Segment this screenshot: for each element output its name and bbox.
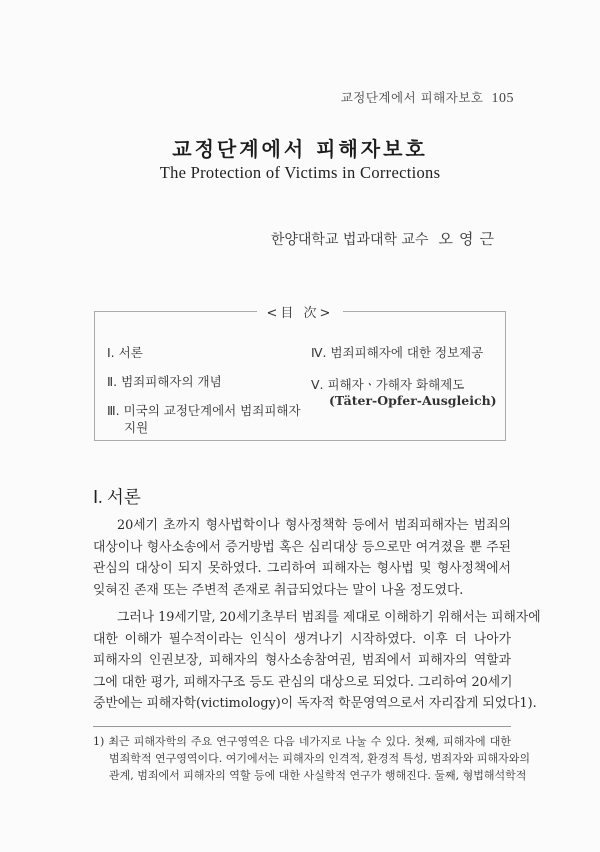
- paper-title: 교정단계에서 피해자보호: [172, 137, 428, 161]
- toc-item-4[interactable]: Ⅳ. 범죄피해자에 대한 정보제공: [311, 345, 484, 360]
- footnote-divider: [93, 726, 511, 727]
- running-header-title: 교정단계에서 피해자보호: [340, 90, 484, 105]
- paragraph-line: 관심의 대상이 되지 못하였다. 그리하여 피해자는 형사법 및 형사정책에서: [93, 561, 511, 577]
- toc-item-3-cont[interactable]: 지원: [124, 420, 149, 435]
- footnote-line: 범죄학적 연구영역이다. 여기에서는 피해자의 인격적, 환경적 특성, 범죄자와 피해자와의: [109, 752, 530, 765]
- footnote-line: 관계, 범죄에서 피해자의 역할 등에 대한 사실학적 연구가 행해진다. 둘째, 형법해석학적: [109, 769, 527, 782]
- table-of-contents: [94, 306, 506, 441]
- paragraph-2: [93, 607, 541, 715]
- section-heading: Ⅰ. 서론: [93, 487, 141, 507]
- paragraph-line: 그에 대한 평가, 피해자구조 등도 관심의 대상으로 되었다. 그리하여 20세기: [93, 674, 513, 690]
- author-line: [271, 228, 500, 249]
- page-number: 105: [491, 91, 514, 106]
- paragraph-line: 20세기 초까지 형사법학이나 형사정책학 등에서 범죄피해자는 범죄의: [117, 518, 511, 533]
- paragraph-line: 중반에는 피해자학(victimology)이 독자적 학문영역으로서 자리잡게 되었다1).: [93, 696, 537, 712]
- author-affiliation: 한양대학교 법과대학 교수: [270, 232, 429, 248]
- footnote-1: [93, 733, 530, 784]
- toc-item-1[interactable]: Ⅰ. 서론: [107, 345, 143, 360]
- paragraph-line: 대한 이해가 필수적이라는 인식이 생겨나기 시작하였다. 이후 더 나아가: [93, 631, 511, 647]
- paragraph-line: 피해자의 인권보장, 피해자의 형사소송참여권, 범죄에서 피해자의 역할과: [93, 653, 511, 669]
- toc-item-5-cont[interactable]: (Täter-Opfer-Ausgleich): [329, 393, 497, 408]
- toc-item-5[interactable]: Ⅴ. 피해자ㆍ가해자 화해제도: [311, 377, 465, 392]
- toc-heading: <目 次>: [257, 306, 344, 321]
- paragraph-line: 대상이나 형사소송에서 증거방법 혹은 심리대상 등으로만 여겨졌을 뿐 주된: [93, 539, 511, 555]
- paragraph-line: 그러나 19세기말, 20세기초부터 범죄를 제대로 이해하기 위해서는 피해자에: [117, 610, 541, 625]
- author-name: 오영근: [438, 230, 500, 248]
- toc-item-3[interactable]: Ⅲ. 미국의 교정단계에서 범죄피해자: [107, 403, 301, 418]
- paragraph-line: 잊혀진 존재 또는 주변적 존재로 취급되었다는 말이 나올 정도였다.: [93, 582, 464, 598]
- toc-item-2[interactable]: Ⅱ. 범죄피해자의 개념: [107, 374, 222, 389]
- toc-heading-wrap: [95, 302, 505, 321]
- running-header: [341, 88, 514, 107]
- paper-subtitle: The Protection of Victims in Corrections: [159, 163, 441, 182]
- paragraph-1: [93, 515, 511, 601]
- footnote-line: 1) 최근 피해자학의 주요 연구영역은 다음 네가지로 나눌 수 있다. 첫째, 피해자에 대한: [93, 735, 511, 748]
